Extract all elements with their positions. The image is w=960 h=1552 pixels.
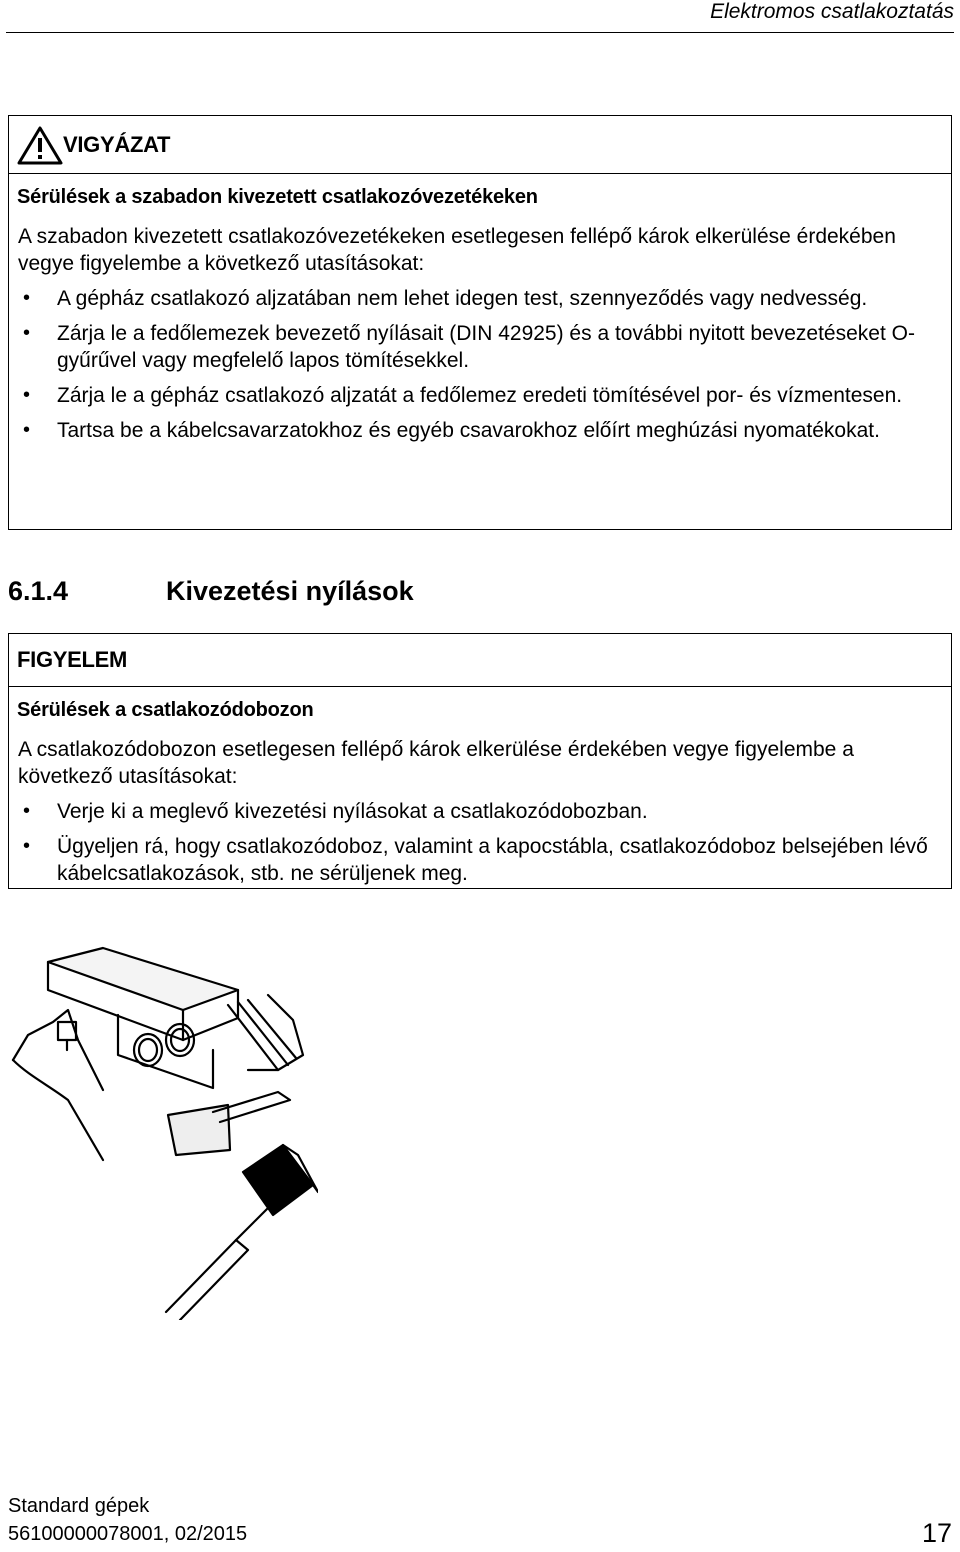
header-divider bbox=[6, 32, 954, 33]
notice-list bbox=[9, 798, 951, 887]
notice-intro: A csatlakozódobozon esetlegesen fellépő károk elkerülése érdekében vegye figyelembe a következő utasításokat: bbox=[18, 738, 854, 788]
list-item: • Tartsa be a kábelcsavarzatokhoz és egyéb csavarokhoz előírt meghúzási nyomatékokat. bbox=[9, 417, 951, 444]
list-item: • Ügyeljen rá, hogy csatlakozódoboz, valamint a kapocstábla, csatlakozódoboz belsejében lévő kábelcsatlakozások, stb. ne sérüljenek meg. bbox=[9, 833, 951, 887]
list-item: • Verje ki a meglevő kivezetési nyílásokat a csatlakozódobozban. bbox=[9, 798, 951, 825]
footer-doc-title: Standard gépek bbox=[8, 1495, 150, 1517]
caution-hazard-title: Sérülések a szabadon kivezetett csatlakozóvezetékeken bbox=[17, 186, 538, 208]
section-number: 6.1.4 bbox=[8, 576, 69, 606]
caution-header bbox=[9, 116, 951, 174]
notice-header bbox=[9, 634, 951, 687]
page-number: 17 bbox=[921, 1518, 952, 1548]
section-heading bbox=[8, 576, 414, 607]
caution-intro: A szabadon kivezetett csatlakozóvezetékeken esetlegesen fellépő károk elkerülése érdekében vegye figyelembe a következő utasításokat: bbox=[18, 225, 896, 275]
knockout-illustration bbox=[8, 940, 318, 1320]
list-item: • Zárja le a fedőlemezek bevezető nyílásait (DIN 42925) és a további nyitott bevezetéseket O-gyűrűvel vagy megfelelő lapos tömítésekkel. bbox=[9, 320, 951, 374]
footer-doc-number: 56100000078001, 02/2015 bbox=[8, 1523, 248, 1545]
section-title: Kivezetési nyílások bbox=[166, 576, 414, 606]
notice-signal-word: FIGYELEM bbox=[17, 647, 128, 672]
notice-box bbox=[8, 633, 952, 889]
caution-signal-word: VIGYÁZAT bbox=[63, 131, 171, 157]
caution-box bbox=[8, 115, 952, 530]
running-header: Elektromos csatlakoztatás bbox=[710, 0, 954, 23]
caution-list bbox=[9, 285, 951, 444]
notice-hazard-title: Sérülések a csatlakozódobozon bbox=[17, 699, 314, 721]
list-item: • A gépház csatlakozó aljzatában nem lehet idegen test, szennyeződés vagy nedvesség. bbox=[9, 285, 951, 312]
list-item: • Zárja le a gépház csatlakozó aljzatát a fedőlemez eredeti tömítésével por- és vízmentesen. bbox=[9, 382, 951, 409]
warning-triangle-icon bbox=[17, 125, 63, 165]
